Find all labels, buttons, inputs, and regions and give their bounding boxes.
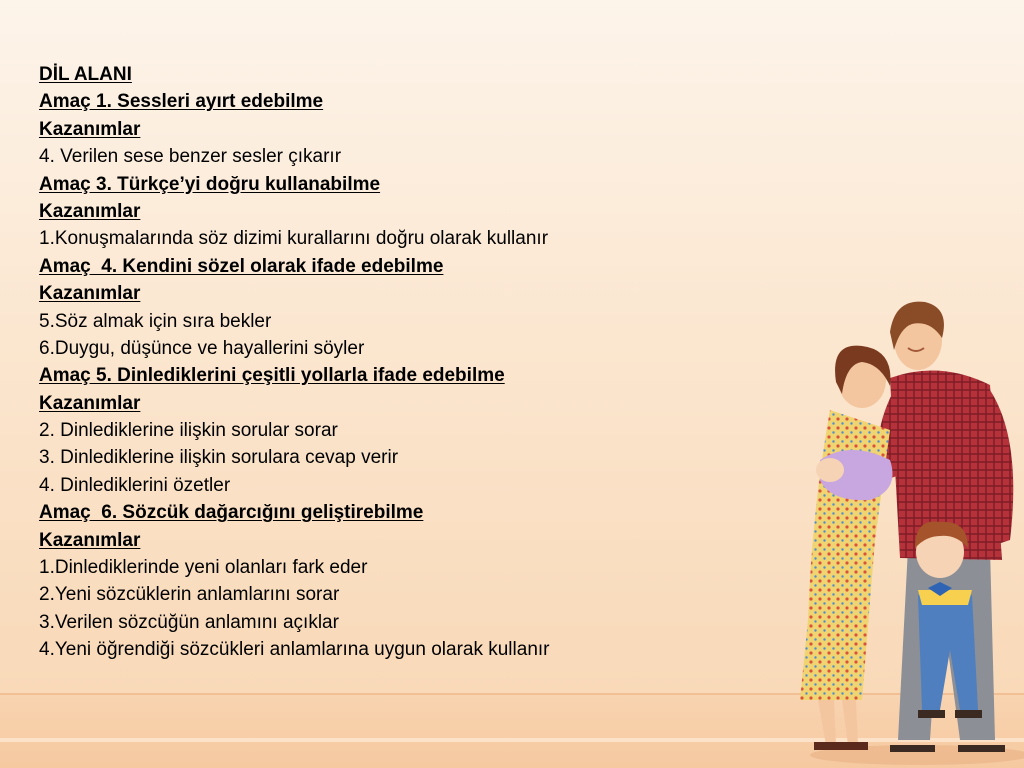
outcome-item: 4.Yeni öğrendiği sözcükleri anlamlarına uygun olarak kullanır [39,639,550,661]
outcome-item: 2. Dinlediklerine ilişkin sorular sorar [39,420,338,442]
goal-heading: Amaç 5. Dinlediklerini çeşitli yollarla ifade edebilme [39,365,505,387]
goal-heading: Amaç 1. Sessleri ayırt edebilme [39,91,324,113]
outcome-item: 4. Verilen sese benzer sesler çıkarır [39,146,342,168]
goal-heading: Amaç 4. Kendini sözel olarak ifade edebilme [39,255,444,277]
outcome-item: 1.Konuşmalarında söz dizimi kurallarını doğru olarak kullanır [39,228,549,250]
outcomes-heading: Kazanımlar [39,529,141,551]
outcomes-heading: Kazanımlar [39,200,141,222]
outcome-item: 3.Verilen sözcüğün anlamını açıklar [39,611,339,633]
outcomes-heading: Kazanımlar [39,283,141,305]
mother-figure [800,346,893,750]
outcome-item: 3. Dinlediklerine ilişkin sorulara cevap verir [39,447,399,469]
goal-heading: Amaç 3. Türkçe’yi doğru kullanabilme [39,173,381,195]
outcome-item: 2.Yeni sözcüklerin anlamlarını sorar [39,584,340,606]
goal-heading: Amaç 6. Sözcük dağarcığını geliştirebilme [39,502,424,524]
outcomes-heading: Kazanımlar [39,118,141,140]
outcome-item: 1.Dinlediklerinde yeni olanları fark eder [39,557,368,579]
outcome-item: 4. Dinlediklerini özetler [39,474,231,496]
section-title: DİL ALANI [39,64,132,85]
outcome-item: 5.Söz almak için sıra bekler [39,310,272,332]
slide-text-block [39,61,739,664]
family-illustration-icon [790,290,1024,768]
outcome-item: 6.Duygu, düşünce ve hayallerini söyler [39,337,365,359]
outcomes-heading: Kazanımlar [39,392,141,414]
